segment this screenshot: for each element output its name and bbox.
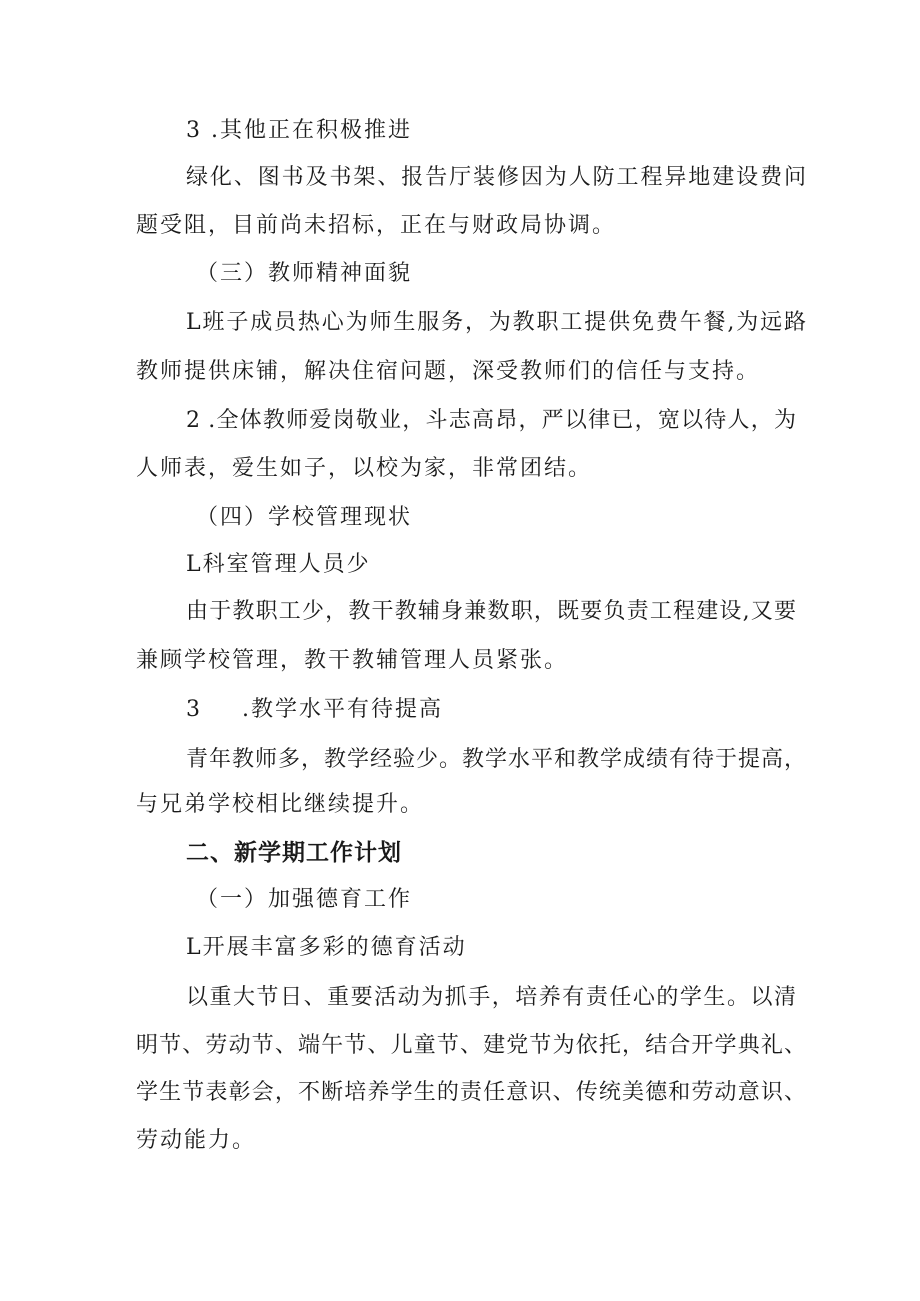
s4-item1-body-line-1: 由于教职工少，教干教辅身兼数职，既要负责工程建设,又要: [186, 599, 796, 624]
s4-item3-body-line-2: 与兄弟学校相比继续提升。: [136, 792, 425, 817]
s4-item3-title: .教学水平有待提高: [242, 697, 443, 722]
s4-item1-title: L科室管理人员少: [186, 552, 371, 577]
item3-body-line-2: 题受阻，目前尚未招标，正在与财政局协调。: [136, 213, 617, 238]
section-4-title: （四）学校管理现状: [196, 505, 413, 530]
item3-title: 3 .其他正在积极推进: [186, 118, 412, 143]
s3-item2-line-1: 2 .全体教师爱岗敬业，斗志高昂，严以律已，宽以待人，为: [186, 408, 796, 433]
p2-s1-item1-body-line-1: 以重大节日、重要活动为抓手，培养有责任心的学生。以清: [186, 985, 796, 1010]
s3-item2-line-2: 人师表，爱生如子，以校为家，非常团结。: [136, 456, 593, 481]
s3-item1-line-1: L班子成员热心为师生服务，为教职工提供免费午餐,为远路: [186, 310, 806, 335]
p2-s1-item1-title: L开展丰富多彩的德育活动: [186, 935, 467, 960]
s4-item3-body-line-1: 青年教师多，教学经验少。教学水平和教学成绩有待于提高，: [186, 747, 806, 772]
p2-section-1-title: （一）加强德育工作: [196, 887, 413, 912]
s3-item1-line-2: 教师提供床铺，解决住宿问题，深受教师们的信任与支持。: [136, 359, 761, 384]
p2-s1-item1-body-line-3: 学生节表彰会，不断培养学生的责任意识、传统美德和劳动意识、: [136, 1080, 806, 1105]
item3-body-line-1: 绿化、图书及书架、报告厅装修因为人防工程异地建设费问: [186, 165, 806, 190]
p2-s1-item1-body-line-4: 劳动能力。: [136, 1128, 257, 1153]
s4-item1-body-line-2: 兼顾学校管理，教干教辅管理人员紧张。: [136, 648, 569, 673]
part-2-heading: 二、新学期工作计划: [186, 840, 402, 866]
p2-s1-item1-body-line-2: 明节、劳动节、端午节、儿童节、建党节为依托，结合开学典礼、: [136, 1033, 806, 1058]
section-3-title: （三）教师精神面貌: [196, 261, 413, 286]
s4-item3-number: 3: [186, 697, 202, 722]
